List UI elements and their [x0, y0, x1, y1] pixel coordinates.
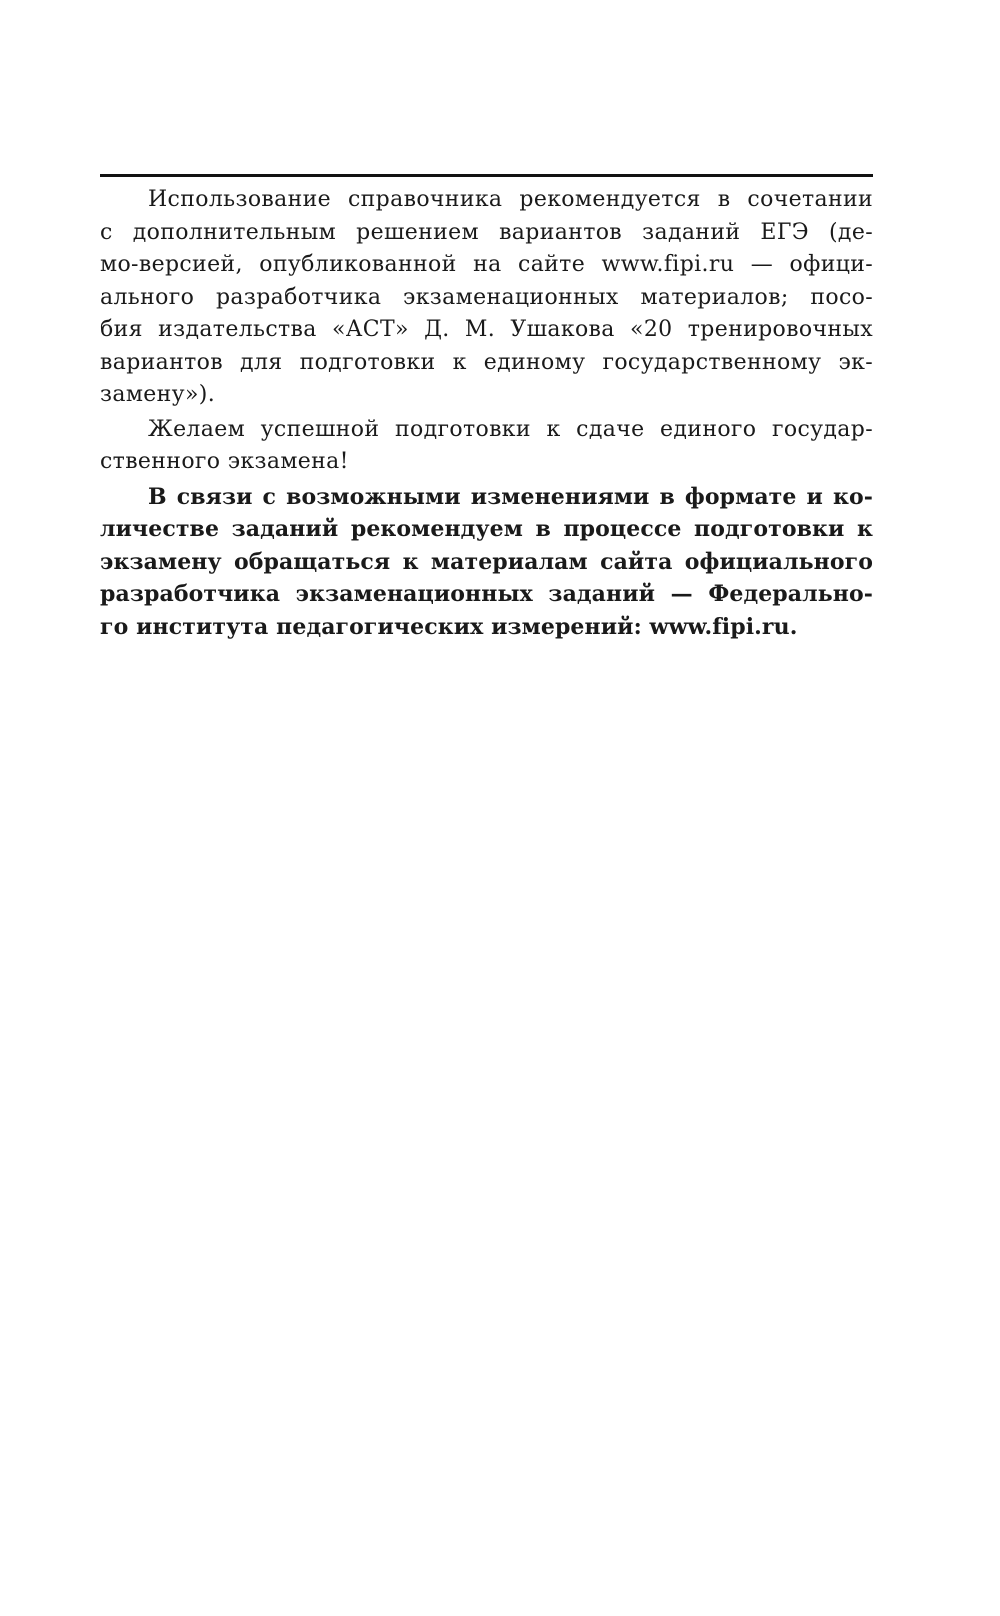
paragraph-wishes	[100, 414, 873, 479]
text-line: вариантов для подготовки к единому государственному эк-	[100, 349, 873, 375]
text-line: ственного экзамена!	[100, 449, 349, 474]
text-line: с дополнительным решением вариантов заданий ЕГЭ (де-	[100, 219, 873, 245]
text-line: замену»).	[100, 382, 216, 407]
text-line: мо-версией, опубликованной на сайте www.fipi.ru — офици-	[100, 252, 873, 277]
text-line: личестве заданий рекомендуем в процессе подготовки к	[100, 516, 873, 542]
paragraph-handbook-usage	[100, 184, 873, 412]
text-line: го института педагогических измерений: www.fipi.ru.	[100, 613, 798, 640]
text-line: Желаем успешной подготовки к сдаче единого государ-	[148, 416, 873, 442]
paragraph-format-notice	[100, 481, 873, 644]
text-line: ального разработчика экзаменационных материалов; посо-	[100, 284, 873, 310]
text-line: В связи с возможными изменениями в формате и ко-	[148, 483, 873, 510]
text-line: бия издательства «АСТ» Д. М. Ушакова «20 тренировочных	[100, 317, 873, 342]
text-line: Использование справочника рекомендуется в сочетании	[148, 187, 873, 212]
top-horizontal-rule	[100, 174, 873, 177]
text-line: экзамену обращаться к материалам сайта официального	[100, 548, 873, 575]
text-block	[100, 184, 873, 643]
text-line: разработчика экзаменационных заданий — Федерально-	[100, 581, 873, 607]
